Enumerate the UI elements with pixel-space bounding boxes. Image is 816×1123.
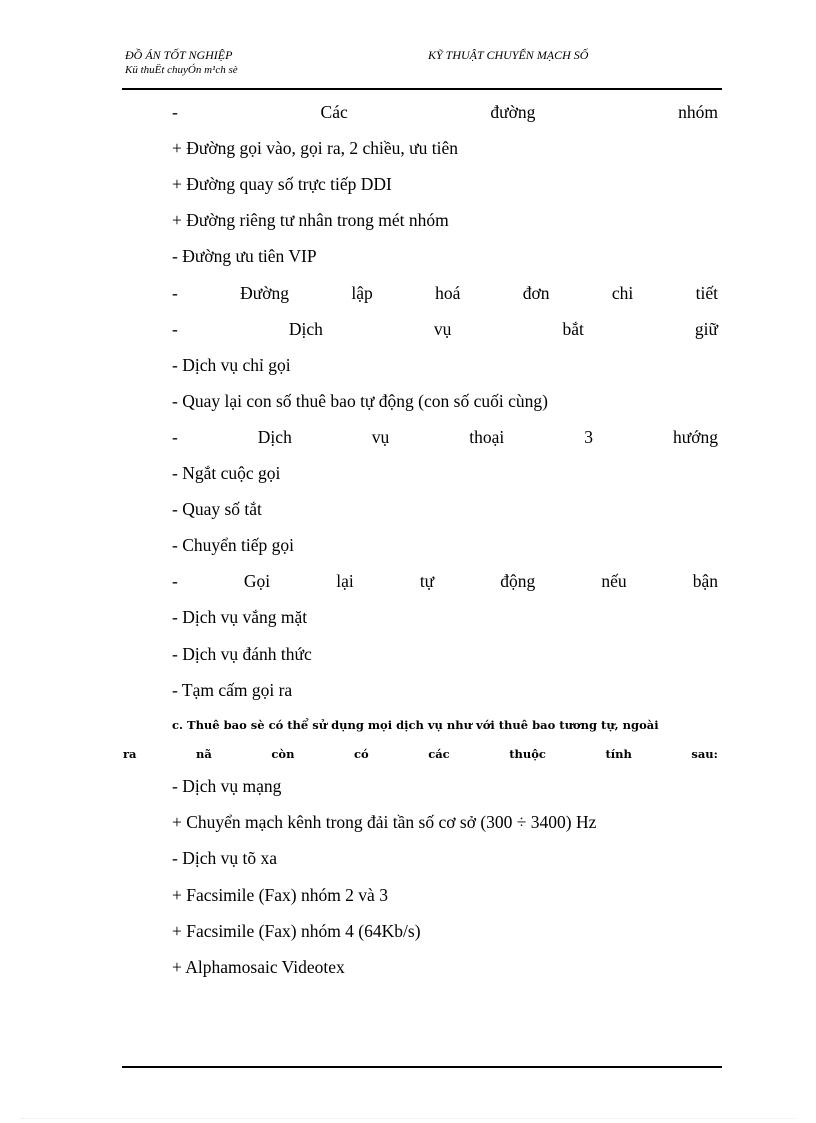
page-edge — [20, 1118, 796, 1119]
text-word: - — [172, 318, 178, 339]
text-line — [172, 101, 718, 123]
text-word: hướng — [672, 426, 718, 447]
text-word: Dịch — [288, 318, 323, 339]
text-line: + Chuyển mạch kênh trong đải tần số cơ sở (300 ÷ 3400) Hz — [172, 812, 597, 833]
text-word: động — [500, 571, 536, 592]
text-line: - Ngắt cuộc gọi — [172, 463, 281, 483]
text-word: nhóm — [678, 102, 718, 122]
text-line: - Dịch vụ tõ xa — [172, 848, 277, 869]
text-word: Gọi — [243, 571, 271, 592]
text-line: - Quay số tắt — [172, 499, 262, 520]
text-line: + Đường gọi vào, gọi ra, 2 chiều, ưu tiên — [172, 138, 458, 159]
text-word: đơn — [522, 282, 550, 303]
header-right-title: KỸ THUẬT CHUYỂN MẠCH SỐ — [428, 48, 589, 62]
text-line: - Dịch vụ đánh thức — [172, 643, 312, 664]
text-word: còn — [271, 747, 295, 761]
text-word: nếu — [601, 571, 627, 592]
text-line — [172, 282, 718, 304]
text-line: + Facsimile (Fax) nhóm 4 (64Kb/s) — [172, 920, 421, 941]
text-line — [172, 570, 718, 592]
text-word: đường — [490, 102, 536, 122]
text-word: lại — [336, 571, 354, 592]
text-line — [172, 426, 718, 448]
text-word: nã — [196, 747, 212, 761]
text-word: tiết — [695, 282, 718, 303]
text-word: thoại — [469, 426, 505, 447]
text-word: Các — [320, 102, 348, 122]
footer-rule — [122, 1066, 722, 1068]
text-word: Dịch — [257, 426, 292, 447]
text-word: lập — [351, 282, 373, 303]
text-word: - — [172, 102, 178, 122]
text-word: Đường — [240, 282, 290, 303]
header-subtitle: Kü thuËt chuyÓn m¹ch sè — [125, 64, 238, 76]
text-word: bận — [692, 571, 718, 592]
text-line: + Facsimile (Fax) nhóm 2 và 3 — [172, 884, 388, 905]
text-word: vụ — [371, 426, 390, 447]
text-word: ra — [123, 747, 137, 761]
text-line: - Chuyển tiếp gọi — [172, 535, 294, 556]
text-line: - Tạm cấm gọi ra — [172, 679, 293, 700]
text-word: thuộc — [509, 747, 546, 761]
text-word: hoá — [435, 282, 461, 303]
text-word: vụ — [433, 318, 452, 339]
text-word: tự — [419, 571, 435, 592]
text-word: bắt — [562, 318, 584, 339]
text-word: chi — [611, 282, 634, 303]
para-c-line1-text: c. Thuê bao sè có thể sử dụng mọi dịch vụ như với thuê bao tương tự, ngoài — [172, 718, 659, 732]
text-line: - Đường ưu tiên VIP — [172, 246, 317, 267]
text-word: - — [172, 426, 178, 447]
text-word: giữ — [694, 318, 718, 339]
text-line: + Đường quay số trực tiếp DDI — [172, 174, 392, 195]
text-word: - — [172, 571, 178, 592]
text-word: sau: — [691, 747, 718, 761]
header-rule — [122, 88, 722, 90]
text-line: - Quay lại con số thuê bao tự động (con số cuối cùng) — [172, 390, 548, 411]
text-word: 3 — [584, 426, 593, 447]
text-line: - Dịch vụ mạng — [172, 776, 282, 796]
header-left — [125, 48, 238, 78]
text-line: - Dịch vụ vắng mặt — [172, 607, 308, 628]
para-c-line2 — [123, 745, 718, 763]
text-word: có — [353, 747, 369, 761]
text-line: + Alphamosaic Videotex — [172, 957, 345, 977]
text-word: các — [428, 747, 450, 761]
text-word: - — [172, 282, 178, 303]
text-line — [172, 318, 718, 340]
header-title: ĐỒ ÁN TỐT NGHIỆP — [125, 48, 233, 62]
text-word: tính — [605, 747, 632, 761]
text-line: - Dịch vụ chỉ gọi — [172, 354, 291, 375]
para-c-line1 — [172, 716, 718, 734]
text-line: + Đường riêng tư nhân trong mét nhóm — [172, 210, 449, 231]
